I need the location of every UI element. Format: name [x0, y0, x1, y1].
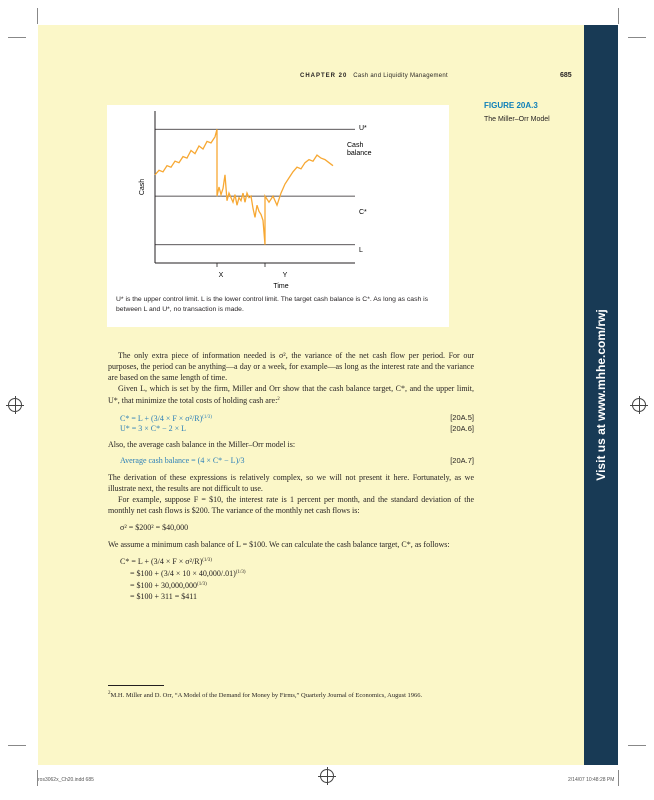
- paragraph: We assume a minimum cash balance of L = $100. We can calculate the cash balance target, C*, as follows:: [108, 540, 450, 549]
- paragraph-text: Given L, which is set by the firm, Miller and Orr show that the cash balance target, C*, and the upper limit, U*, that minimize the total costs of holding cash are:: [108, 384, 474, 405]
- calc-line: = $100 + 311 = $411: [130, 592, 197, 601]
- target-label: C*: [359, 209, 367, 216]
- sidebar-url[interactable]: Visit us at www.mhhe.com/rwj: [594, 309, 608, 481]
- exponent: (1/3): [235, 570, 246, 575]
- chapter-title: Cash and Liquidity Management: [353, 73, 449, 79]
- crop-mark: [628, 37, 646, 38]
- equation-number: [20A.6]: [450, 424, 474, 433]
- calc-line: [130, 567, 474, 579]
- crop-mark: [8, 37, 26, 38]
- registration-mark-icon: [632, 398, 646, 412]
- upper-limit-label: U*: [359, 125, 367, 132]
- x-tick-x-label: X: [218, 272, 224, 279]
- equation-number: [20A.5]: [450, 413, 474, 422]
- slug-date: 2/14/07 10:48:28 PM: [568, 777, 615, 783]
- equation-average-cash: Average cash balance = (4 × C* − L)/3: [120, 456, 245, 465]
- calc-line: [130, 579, 474, 591]
- calc-text: C* = L + (3/4 × F × σ²/R): [120, 557, 203, 566]
- paragraph: Also, the average cash balance in the Miller–Orr model is:: [108, 440, 296, 449]
- figure-caption: U* is the upper control limit. L is the lower control limit. The target cash balance is C*. As long as cash is between L and U*, no transaction is made.: [116, 296, 429, 313]
- exponent: (1/3): [197, 582, 207, 587]
- calc-text: = $100 + 30,000,000: [130, 581, 198, 590]
- lower-limit-label: L: [359, 247, 363, 254]
- crop-mark: [8, 745, 26, 746]
- paragraph-with-footnote: [108, 383, 474, 406]
- crop-mark: [628, 745, 646, 746]
- cash-balance-label-line2: balance: [347, 150, 372, 157]
- body-text: [108, 350, 474, 602]
- paragraph: The only extra piece of information needed is σ², the variance of the net cash flow per period. For our purposes, the period can be anything—a day or a week, for example—as long as the interest rate and the variance are based on the same length of time.: [108, 351, 474, 382]
- equation-row: [108, 423, 474, 434]
- figure-label: FIGURE 20A.3: [484, 101, 538, 110]
- paragraph: For example, suppose F = $10, the interest rate is 1 percent per month, and the standard deviation of the monthly net cash flows is $200. The variance of the monthly net cash flows is:: [108, 495, 474, 515]
- footnote-text: M.H. Miller and D. Orr, “A Model of the Demand for Money by Firms,” Quarterly Journal of Economics, August 1966.: [110, 692, 423, 699]
- y-axis-label: Cash: [139, 178, 146, 196]
- exponent: (1/3): [202, 415, 212, 420]
- equation-number: [20A.7]: [450, 456, 474, 465]
- registration-mark-icon: [320, 769, 334, 783]
- equation-row: [108, 455, 474, 466]
- chapter-number: CHAPTER 20: [300, 73, 348, 79]
- running-head: [300, 73, 448, 79]
- registration-mark-icon: [8, 398, 22, 412]
- cash-balance-label-line1: Cash: [347, 142, 364, 149]
- equation-text: C* = L + (3/4 × F × σ²/R): [120, 414, 203, 423]
- crop-mark: [618, 770, 619, 786]
- calc-text: = $100 + (3/4 × 10 × 40,000/.01): [130, 569, 236, 578]
- crop-mark: [618, 8, 619, 24]
- calc-line: [120, 555, 474, 567]
- figure-title: The Miller–Orr Model: [484, 116, 550, 123]
- crop-mark: [37, 8, 38, 24]
- x-axis-label: Time: [273, 283, 289, 290]
- slug-file: ros3062x_Ch20.indd 685: [38, 777, 94, 783]
- x-tick-y-label: Y: [282, 272, 288, 279]
- cash-balance-series: [155, 129, 333, 245]
- paragraph: The derivation of these expressions is relatively complex, so we will not present it here. Fortunately, as we illustrate next, the results are not difficult to use.: [108, 473, 474, 493]
- footnote-number: 2: [108, 691, 111, 696]
- equation-row: [108, 412, 474, 423]
- exponent: (1/3): [202, 558, 212, 563]
- footnote-rule: [108, 685, 164, 686]
- footnote-ref: 2: [277, 397, 280, 402]
- equation-u-star: U* = 3 × C* − 2 × L: [120, 424, 187, 433]
- page-number: 685: [560, 72, 572, 79]
- miller-orr-chart: [107, 105, 449, 295]
- variance-equation: σ² = $200² = $40,000: [120, 523, 189, 532]
- footnote: [108, 689, 474, 700]
